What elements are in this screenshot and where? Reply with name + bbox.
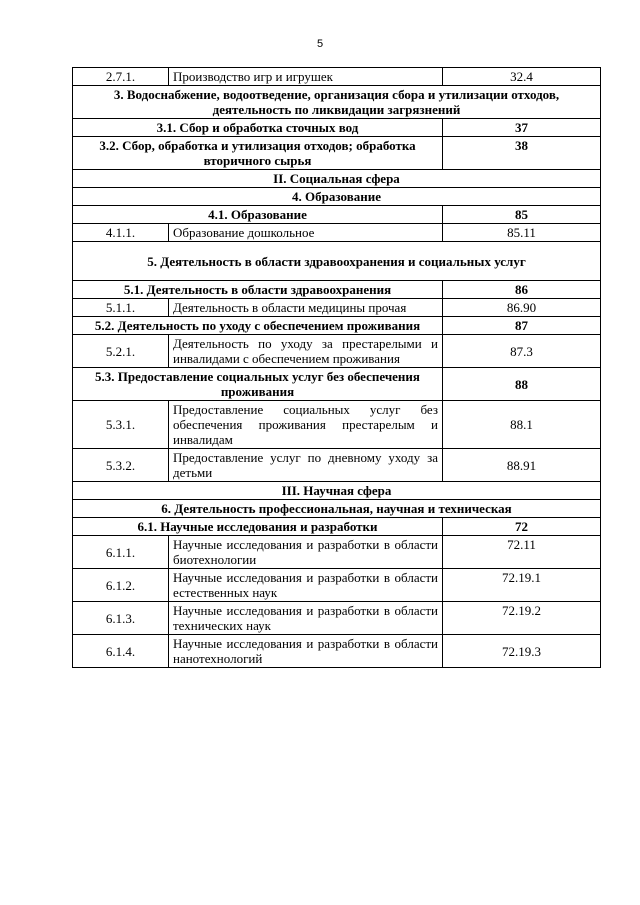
section-heading: II. Социальная сфера: [73, 170, 601, 188]
item-number: 5.3.2.: [73, 449, 169, 482]
table-row: [73, 335, 601, 368]
item-number: 2.7.1.: [73, 68, 169, 86]
table-row: [73, 299, 601, 317]
subsection-row: [73, 317, 601, 335]
item-name: Научные исследования и разработки в области естественных наук: [169, 569, 443, 602]
subsection-name: 5.2. Деятельность по уходу с обеспечением проживания: [73, 317, 443, 335]
table-row: [73, 635, 601, 668]
item-name: Научные исследования и разработки в области биотехнологии: [169, 536, 443, 569]
section-row: [73, 188, 601, 206]
subsection-row: [73, 368, 601, 401]
item-code: 87.3: [443, 335, 601, 368]
table-row: [73, 536, 601, 569]
section-row: [73, 482, 601, 500]
item-number: 6.1.2.: [73, 569, 169, 602]
section-heading: 3. Водоснабжение, водоотведение, организация сбора и утилизации отходов, деятельность по ликвидации загрязнений: [73, 86, 601, 119]
page-number: 5: [316, 38, 324, 50]
subsection-row: [73, 206, 601, 224]
section-row: [73, 170, 601, 188]
item-code: 88.1: [443, 401, 601, 449]
subsection-name: 4.1. Образование: [73, 206, 443, 224]
item-number: 6.1.3.: [73, 602, 169, 635]
item-code: 88.91: [443, 449, 601, 482]
item-code: 72.19.2: [443, 602, 601, 635]
item-name: Деятельность в области медицины прочая: [169, 299, 443, 317]
section-row: [73, 242, 601, 281]
section-heading: 5. Деятельность в области здравоохранения и социальных услуг: [73, 242, 601, 281]
subsection-row: [73, 137, 601, 170]
subsection-name: 6.1. Научные исследования и разработки: [73, 518, 443, 536]
item-name: Образование дошкольное: [169, 224, 443, 242]
section-heading: 4. Образование: [73, 188, 601, 206]
item-number: 6.1.4.: [73, 635, 169, 668]
table-row: [73, 68, 601, 86]
subsection-name: 5.3. Предоставление социальных услуг без обеспечения проживания: [73, 368, 443, 401]
table-row: [73, 401, 601, 449]
subsection-code: 85: [443, 206, 601, 224]
subsection-row: [73, 281, 601, 299]
section-row: [73, 86, 601, 119]
item-code: 32.4: [443, 68, 601, 86]
activity-codes-table: [72, 67, 601, 668]
item-number: 5.2.1.: [73, 335, 169, 368]
item-name: Научные исследования и разработки в области нанотехнологий: [169, 635, 443, 668]
subsection-code: 37: [443, 119, 601, 137]
subsection-code: 38: [443, 137, 601, 170]
item-number: 4.1.1.: [73, 224, 169, 242]
table-row: [73, 224, 601, 242]
item-name: Предоставление услуг по дневному уходу за детьми: [169, 449, 443, 482]
item-name: Научные исследования и разработки в области технических наук: [169, 602, 443, 635]
table-row: [73, 602, 601, 635]
item-number: 5.3.1.: [73, 401, 169, 449]
subsection-name: 3.2. Сбор, обработка и утилизация отходов; обработка вторичного сырья: [73, 137, 443, 170]
section-row: [73, 500, 601, 518]
subsection-code: 87: [443, 317, 601, 335]
item-code: 86.90: [443, 299, 601, 317]
item-code: 72.19.3: [443, 635, 601, 668]
section-heading: III. Научная сфера: [73, 482, 601, 500]
table-row: [73, 449, 601, 482]
subsection-row: [73, 119, 601, 137]
item-code: 85.11: [443, 224, 601, 242]
subsection-name: 3.1. Сбор и обработка сточных вод: [73, 119, 443, 137]
item-name: Деятельность по уходу за престарелыми и инвалидами с обеспечением проживания: [169, 335, 443, 368]
section-heading: 6. Деятельность профессиональная, научная и техническая: [73, 500, 601, 518]
subsection-code: 72: [443, 518, 601, 536]
subsection-code: 88: [443, 368, 601, 401]
subsection-name: 5.1. Деятельность в области здравоохранения: [73, 281, 443, 299]
subsection-code: 86: [443, 281, 601, 299]
item-number: 6.1.1.: [73, 536, 169, 569]
item-code: 72.19.1: [443, 569, 601, 602]
table-row: [73, 569, 601, 602]
item-name: Предоставление социальных услуг без обеспечения проживания престарелым и инвалидам: [169, 401, 443, 449]
item-number: 5.1.1.: [73, 299, 169, 317]
item-name: Производство игр и игрушек: [169, 68, 443, 86]
item-code: 72.11: [443, 536, 601, 569]
subsection-row: [73, 518, 601, 536]
